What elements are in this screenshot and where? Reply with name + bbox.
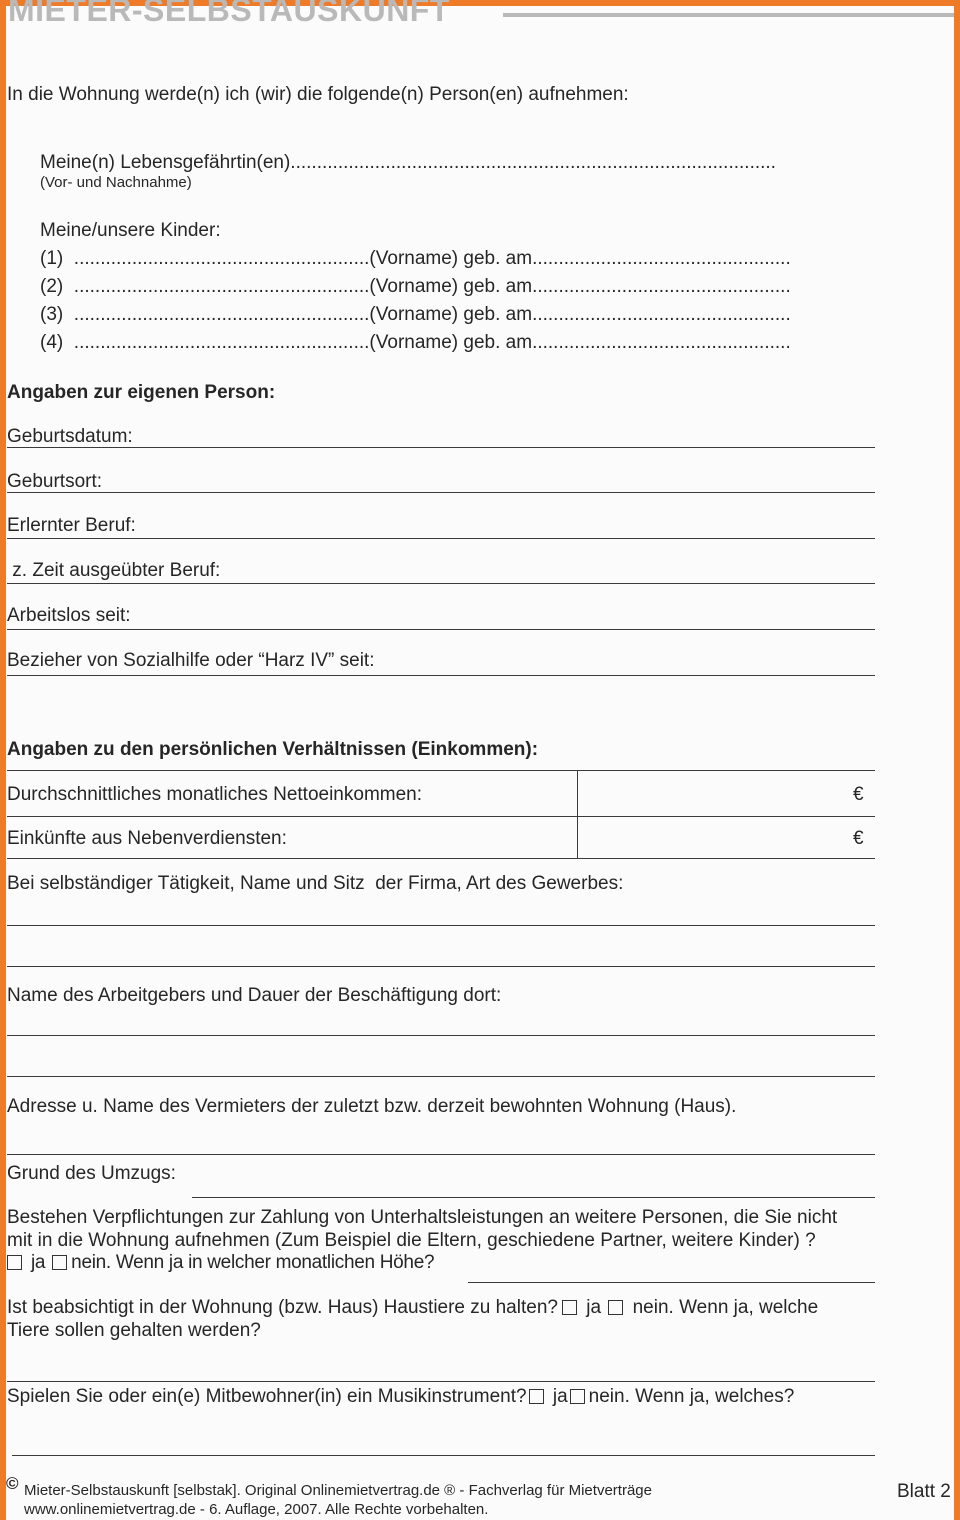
child-row bbox=[40, 304, 791, 326]
pets-no-label: nein. Wenn ja, welche bbox=[632, 1297, 819, 1318]
page-number: Blatt 2 bbox=[897, 1481, 951, 1502]
partner-label: Meine(n) Lebensgefährtin(en)............................................................................................ bbox=[40, 152, 776, 173]
pets-yes-label: ja bbox=[586, 1297, 602, 1318]
music-yes-checkbox[interactable] bbox=[529, 1389, 544, 1404]
field-line-current-job[interactable] bbox=[7, 583, 875, 584]
child-mid-label: (Vorname) geb. am bbox=[369, 276, 533, 297]
field-label-unemployed: Arbeitslos seit: bbox=[7, 605, 131, 626]
field-line-birthdate[interactable] bbox=[7, 447, 875, 448]
music-question-text: Spielen Sie oder ein(e) Mitbewohner(in) ein Musikinstrument? bbox=[7, 1386, 527, 1407]
pets-text-line-2: Tiere sollen gehalten werden? bbox=[7, 1319, 261, 1341]
child-date-dots: ................................................. bbox=[532, 304, 791, 325]
field-line-profession[interactable] bbox=[7, 538, 875, 539]
child-row bbox=[40, 332, 791, 354]
child-number: (1) bbox=[40, 248, 64, 269]
music-answer-line[interactable] bbox=[12, 1455, 875, 1456]
field-label-birthdate: Geburtsdatum: bbox=[7, 426, 133, 447]
side-income-label: Einkünfte aus Nebenverdiensten: bbox=[7, 828, 287, 849]
field-label-birthplace: Geburtsort: bbox=[7, 471, 103, 492]
employer-line-2[interactable] bbox=[7, 1076, 875, 1077]
pets-answer-line[interactable] bbox=[7, 1381, 875, 1382]
music-no-checkbox[interactable] bbox=[570, 1389, 585, 1404]
footer-line-1: Mieter-Selbstauskunft [selbstak]. Original Onlinemietvertrag.de ® - Fachverlag für Mietverträge bbox=[24, 1482, 652, 1499]
field-line-unemployed[interactable] bbox=[7, 629, 875, 630]
move-reason-label: Grund des Umzugs: bbox=[7, 1163, 176, 1184]
copyright-symbol: © bbox=[6, 1474, 19, 1493]
children-label: Meine/unsere Kinder: bbox=[40, 220, 221, 241]
maintenance-no-checkbox[interactable] bbox=[52, 1255, 67, 1270]
landlord-label: Adresse u. Name des Vermieters der zuletzt bzw. derzeit bewohnten Wohnung (Haus). bbox=[7, 1096, 737, 1117]
move-reason-line[interactable] bbox=[192, 1197, 875, 1198]
child-date-dots: ................................................. bbox=[532, 276, 791, 297]
child-number: (3) bbox=[40, 304, 64, 325]
child-name-dots: ........................................................ bbox=[73, 332, 370, 353]
income-table-bottom bbox=[7, 858, 875, 859]
landlord-line[interactable] bbox=[7, 1154, 875, 1155]
title-rule bbox=[503, 13, 954, 17]
child-name-dots: ........................................................ bbox=[73, 304, 370, 325]
selfemployed-label: Bei selbständiger Tätigkeit, Name und Sitz der Firma, Art des Gewerbes: bbox=[7, 873, 624, 894]
music-question bbox=[7, 1386, 794, 1408]
maintenance-options bbox=[7, 1252, 877, 1275]
pets-question-text: Ist beabsichtigt in der Wohnung (bzw. Haus) Haustiere zu halten? bbox=[7, 1297, 558, 1318]
child-mid-label: (Vorname) geb. am bbox=[369, 332, 533, 353]
maintenance-amount-line[interactable] bbox=[468, 1282, 875, 1283]
field-label-current-job: z. Zeit ausgeübter Beruf: bbox=[7, 560, 221, 581]
child-row bbox=[40, 276, 791, 298]
net-income-label: Durchschnittliches monatliches Nettoeinkommen: bbox=[7, 784, 423, 805]
income-heading: Angaben zu den persönlichen Verhältnissen (Einkommen): bbox=[7, 739, 539, 760]
selfemployed-line-2[interactable] bbox=[7, 966, 875, 967]
child-date-dots: ................................................. bbox=[532, 332, 791, 353]
child-date-dots: ................................................. bbox=[532, 248, 791, 269]
music-no-label: nein. Wenn ja, welches? bbox=[588, 1386, 795, 1407]
pets-text-line-1 bbox=[7, 1297, 877, 1320]
child-mid-label: (Vorname) geb. am bbox=[369, 304, 533, 325]
intro-text: In die Wohnung werde(n) ich (wir) die folgende(n) Person(en) aufnehmen: bbox=[7, 84, 629, 105]
net-income-field[interactable] bbox=[578, 771, 875, 816]
child-row bbox=[40, 248, 791, 270]
selfemployed-line-1[interactable] bbox=[7, 925, 875, 926]
field-label-welfare: Bezieher von Sozialhilfe oder “Harz IV” seit: bbox=[7, 650, 375, 671]
personal-heading: Angaben zur eigenen Person: bbox=[7, 382, 276, 403]
maintenance-yes-label: ja bbox=[30, 1252, 46, 1273]
footer-line-2: www.onlinemietvertrag.de - 6. Auflage, 2007. Alle Rechte vorbehalten. bbox=[24, 1501, 489, 1518]
maintenance-text-line-2: mit in die Wohnung aufnehmen (Zum Beispiel die Eltern, geschiedene Partner, weitere Kinder) ? bbox=[7, 1229, 816, 1251]
page-title: MIETER-SELBSTAUSKUNFT bbox=[8, 0, 450, 28]
child-mid-label: (Vorname) geb. am bbox=[369, 248, 533, 269]
maintenance-question bbox=[7, 1207, 877, 1275]
child-name-dots: ........................................................ bbox=[73, 276, 370, 297]
child-number: (2) bbox=[40, 276, 64, 297]
employer-line-1[interactable] bbox=[7, 1035, 875, 1036]
side-income-field[interactable] bbox=[578, 817, 875, 858]
music-yes-label: ja bbox=[552, 1386, 568, 1407]
side-income-currency: € bbox=[853, 828, 864, 849]
maintenance-no-label: nein. Wenn ja in welcher monatlichen Höhe? bbox=[71, 1252, 435, 1273]
pets-yes-checkbox[interactable] bbox=[562, 1300, 577, 1315]
field-label-profession: Erlernter Beruf: bbox=[7, 515, 136, 536]
employer-label: Name des Arbeitgebers und Dauer der Beschäftigung dort: bbox=[7, 985, 502, 1006]
net-income-currency: € bbox=[853, 784, 864, 805]
partner-hint: (Vor- und Nachnahme) bbox=[40, 174, 192, 191]
field-line-birthplace[interactable] bbox=[7, 492, 875, 493]
maintenance-yes-checkbox[interactable] bbox=[7, 1255, 22, 1270]
field-line-welfare[interactable] bbox=[7, 675, 875, 676]
child-name-dots: ........................................................ bbox=[73, 248, 370, 269]
child-number: (4) bbox=[40, 332, 64, 353]
pets-no-checkbox[interactable] bbox=[608, 1300, 623, 1315]
pets-question bbox=[7, 1297, 877, 1342]
maintenance-text-line-1: Bestehen Verpflichtungen zur Zahlung von Unterhaltsleistungen an weitere Personen, die Sie nicht bbox=[7, 1207, 838, 1228]
